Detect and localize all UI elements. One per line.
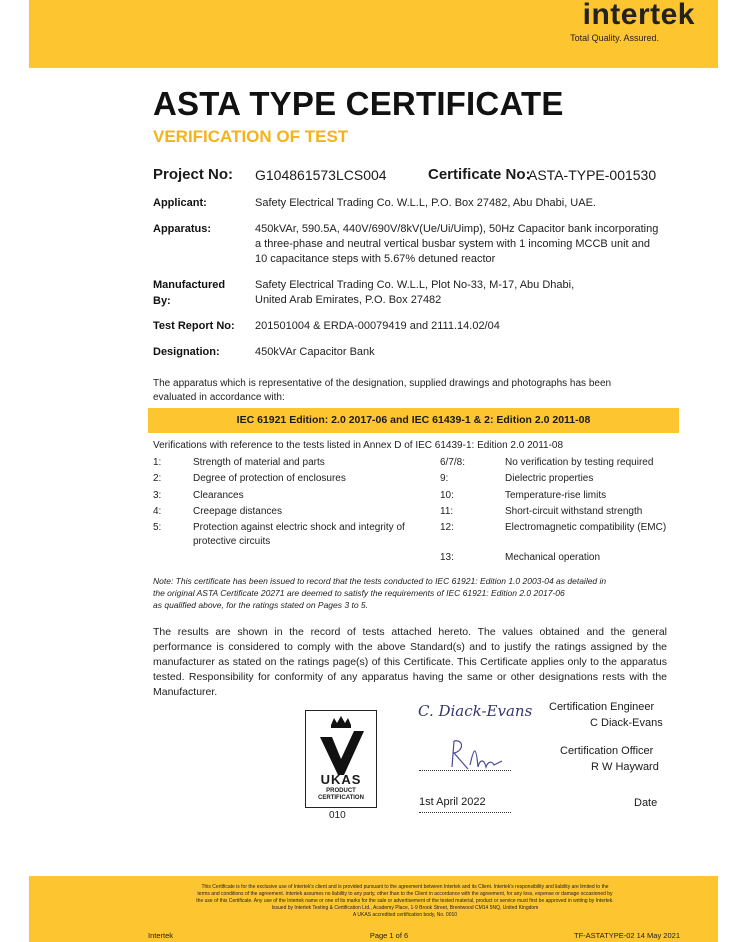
intro-line-2: evaluated in accordance with: (153, 392, 285, 403)
ukas-certification: CERTIFICATION (318, 795, 364, 801)
footer-disclaimer-line-4: Issued by Intertek Testing & Certification Ltd., Academy Place, 1-9 Brook Street, Brentwood CM14 5NQ, United Kingdom (271, 905, 539, 911)
ukas-wordmark: UKAS (320, 772, 362, 787)
verification-right-text-3: Temperature-rise limits (505, 490, 607, 501)
apparatus-line-1: 450kVAr, 590.5A, 440V/690V/8kV(Ue/Ui/Uimp), 50Hz Capacitor bank incorporating (255, 223, 659, 235)
verification-left-num-1: 1: (153, 457, 162, 468)
footer-disclaimer-line-1: This Certificate is for the exclusive use of Intertek's client and is provided pursuant to the agreement between Intertek and its Client. Intertek's responsibility and liability are limited to the (201, 884, 609, 890)
verification-left-text-2: Degree of protection of enclosures (193, 473, 346, 484)
verification-right-num-4: 11: (440, 506, 454, 517)
verification-right-num-5: 12: (440, 522, 454, 533)
page-title: ASTA TYPE CERTIFICATE (153, 85, 564, 122)
apparatus-label: Apparatus: (153, 223, 212, 235)
manufacturer-line-1: Safety Electrical Trading Co. W.L.L, Plot No-33, M-17, Abu Dhabi, (255, 279, 575, 291)
officer-signature (446, 737, 506, 778)
verification-right-num-1: 6/7/8: (440, 457, 466, 468)
verification-left-text-5: Protection against electric shock and integrity of (193, 522, 405, 533)
project-label: Project No: (153, 166, 234, 183)
certificate-label: Certificate No: (428, 166, 531, 183)
date-line (419, 812, 511, 813)
verification-left-num-4: 4: (153, 506, 162, 517)
ukas-number: 010 (329, 810, 346, 821)
date-label: Date (634, 797, 658, 809)
engineer-name: C Diack-Evans (590, 717, 663, 729)
apparatus-line-3: 10 capacitance steps with 5.67% detuned reactor (255, 253, 496, 265)
verification-right-text-1: No verification by testing required (505, 457, 654, 468)
verification-left-text-1: Strength of material and parts (193, 457, 325, 468)
footer-page-number: Page 1 of 6 (369, 931, 409, 940)
applicant-value: Safety Electrical Trading Co. W.L.L, P.O. Box 27482, Abu Dhabi, UAE. (255, 197, 596, 209)
intertek-logo: intertek (582, 0, 695, 31)
designation-label: Designation: (153, 346, 220, 358)
manufactured-by-label: By: (153, 295, 171, 307)
footer-company: Intertek (148, 931, 174, 940)
verification-right-text-5: Electromagnetic compatibility (EMC) (505, 522, 667, 533)
verification-left-num-2: 2: (153, 473, 162, 484)
verification-right-num-2: 9: (440, 473, 449, 484)
verification-left-num-3: 3: (153, 490, 162, 501)
verification-right-text-2: Dielectric properties (505, 473, 594, 484)
signature-date: 1st April 2022 (419, 796, 486, 808)
footer-disclaimer-line-5: A UKAS accredited certification body, No. 0010 (352, 912, 458, 918)
officer-title: Certification Officer (560, 745, 654, 757)
footer-form-id: TF-ASTATYPE-02 14 May 2021 (573, 931, 680, 940)
officer-name: R W Hayward (591, 761, 659, 773)
designation-value: 450kVAr Capacitor Bank (255, 346, 375, 358)
footer-disclaimer-line-3: the use of this Certificate. Any use of the Intertek name or one of its marks for the sale or advertisement of the tested material, product or service must first be approved in writing by Intertek. (196, 898, 614, 904)
verification-left-text-4: Creepage distances (193, 506, 282, 517)
verification-left-text-3: Clearances (193, 490, 244, 501)
ukas-mark (305, 710, 377, 808)
results-paragraph: The results are shown in the record of tests attached hereto. The values obtained and the general performance is considered to comply with the above Standard(s) and to justify the ratings assigned by the manufacturer as stated on the ratings page(s) of this Certificate. This Certificate applies only to the apparatus tested. Responsibility for conformity of any apparatus having the same or other designations rests with the Manufacturer. (153, 626, 667, 698)
logo-tagline: Total Quality. Assured. (570, 33, 659, 43)
officer-signature-icon (446, 737, 506, 773)
verification-left-text-5b: protective circuits (193, 536, 271, 547)
test-report-value: 201501004 & ERDA-00079419 and 2111.14.02/04 (255, 320, 500, 332)
page-subtitle: VERIFICATION OF TEST (153, 127, 349, 146)
note-line-1: Note: This certificate has been issued to record that the tests conducted to IEC 61921: Edition 1.0 2003-04 as detailed in (153, 576, 607, 586)
note-line-3: as qualified above, for the ratings stated on Pages 3 to 5. (153, 600, 369, 610)
engineer-title: Certification Engineer (549, 701, 655, 713)
verification-right-num-3: 10: (440, 490, 454, 501)
intro-line-1: The apparatus which is representative of the designation, supplied drawings and photographs has been (153, 378, 612, 389)
footer-disclaimer (120, 884, 690, 919)
manufactured-label: Manufactured (153, 279, 226, 291)
verification-right-text-4: Short-circuit withstand strength (505, 506, 643, 517)
certificate-number: ASTA-TYPE-001530 (528, 167, 657, 183)
test-report-label: Test Report No: (153, 320, 235, 332)
verification-left-num-5: 5: (153, 522, 162, 533)
manufacturer-line-2: United Arab Emirates, P.O. Box 27482 (255, 294, 442, 306)
applicant-label: Applicant: (153, 197, 207, 209)
verification-right-num-6: 13: (440, 552, 454, 563)
note-line-2: the original ASTA Certificate 20271 are deemed to satisfy the requirements of IEC 61921: Edition 2.0 2017-06 (153, 588, 565, 598)
footer-disclaimer-line-2: terms and conditions of the agreement. Intertek assumes no liability to any party, other than to the Client in accordance with the agreement, for any loss, expense or damage occasioned by (197, 891, 613, 897)
engineer-signature: C. Diack-Evans (418, 702, 533, 720)
apparatus-line-2: a three-phase and neutral vertical busbar system with 1 incoming MCCB unit and (255, 238, 650, 250)
verification-right-text-6: Mechanical operation (505, 552, 601, 563)
certificate-note (153, 575, 673, 611)
verifications-heading: Verifications with reference to the tests listed in Annex D of IEC 61439-1: Edition 2.0 2011-08 (153, 440, 564, 451)
standard-text: IEC 61921 Edition: 2.0 2017-06 and IEC 61439-1 & 2: Edition 2.0 2011-08 (236, 414, 591, 426)
project-number: G104861573LCS004 (255, 167, 387, 183)
officer-signature-line (419, 770, 511, 771)
ukas-product: PRODUCT (326, 788, 356, 794)
